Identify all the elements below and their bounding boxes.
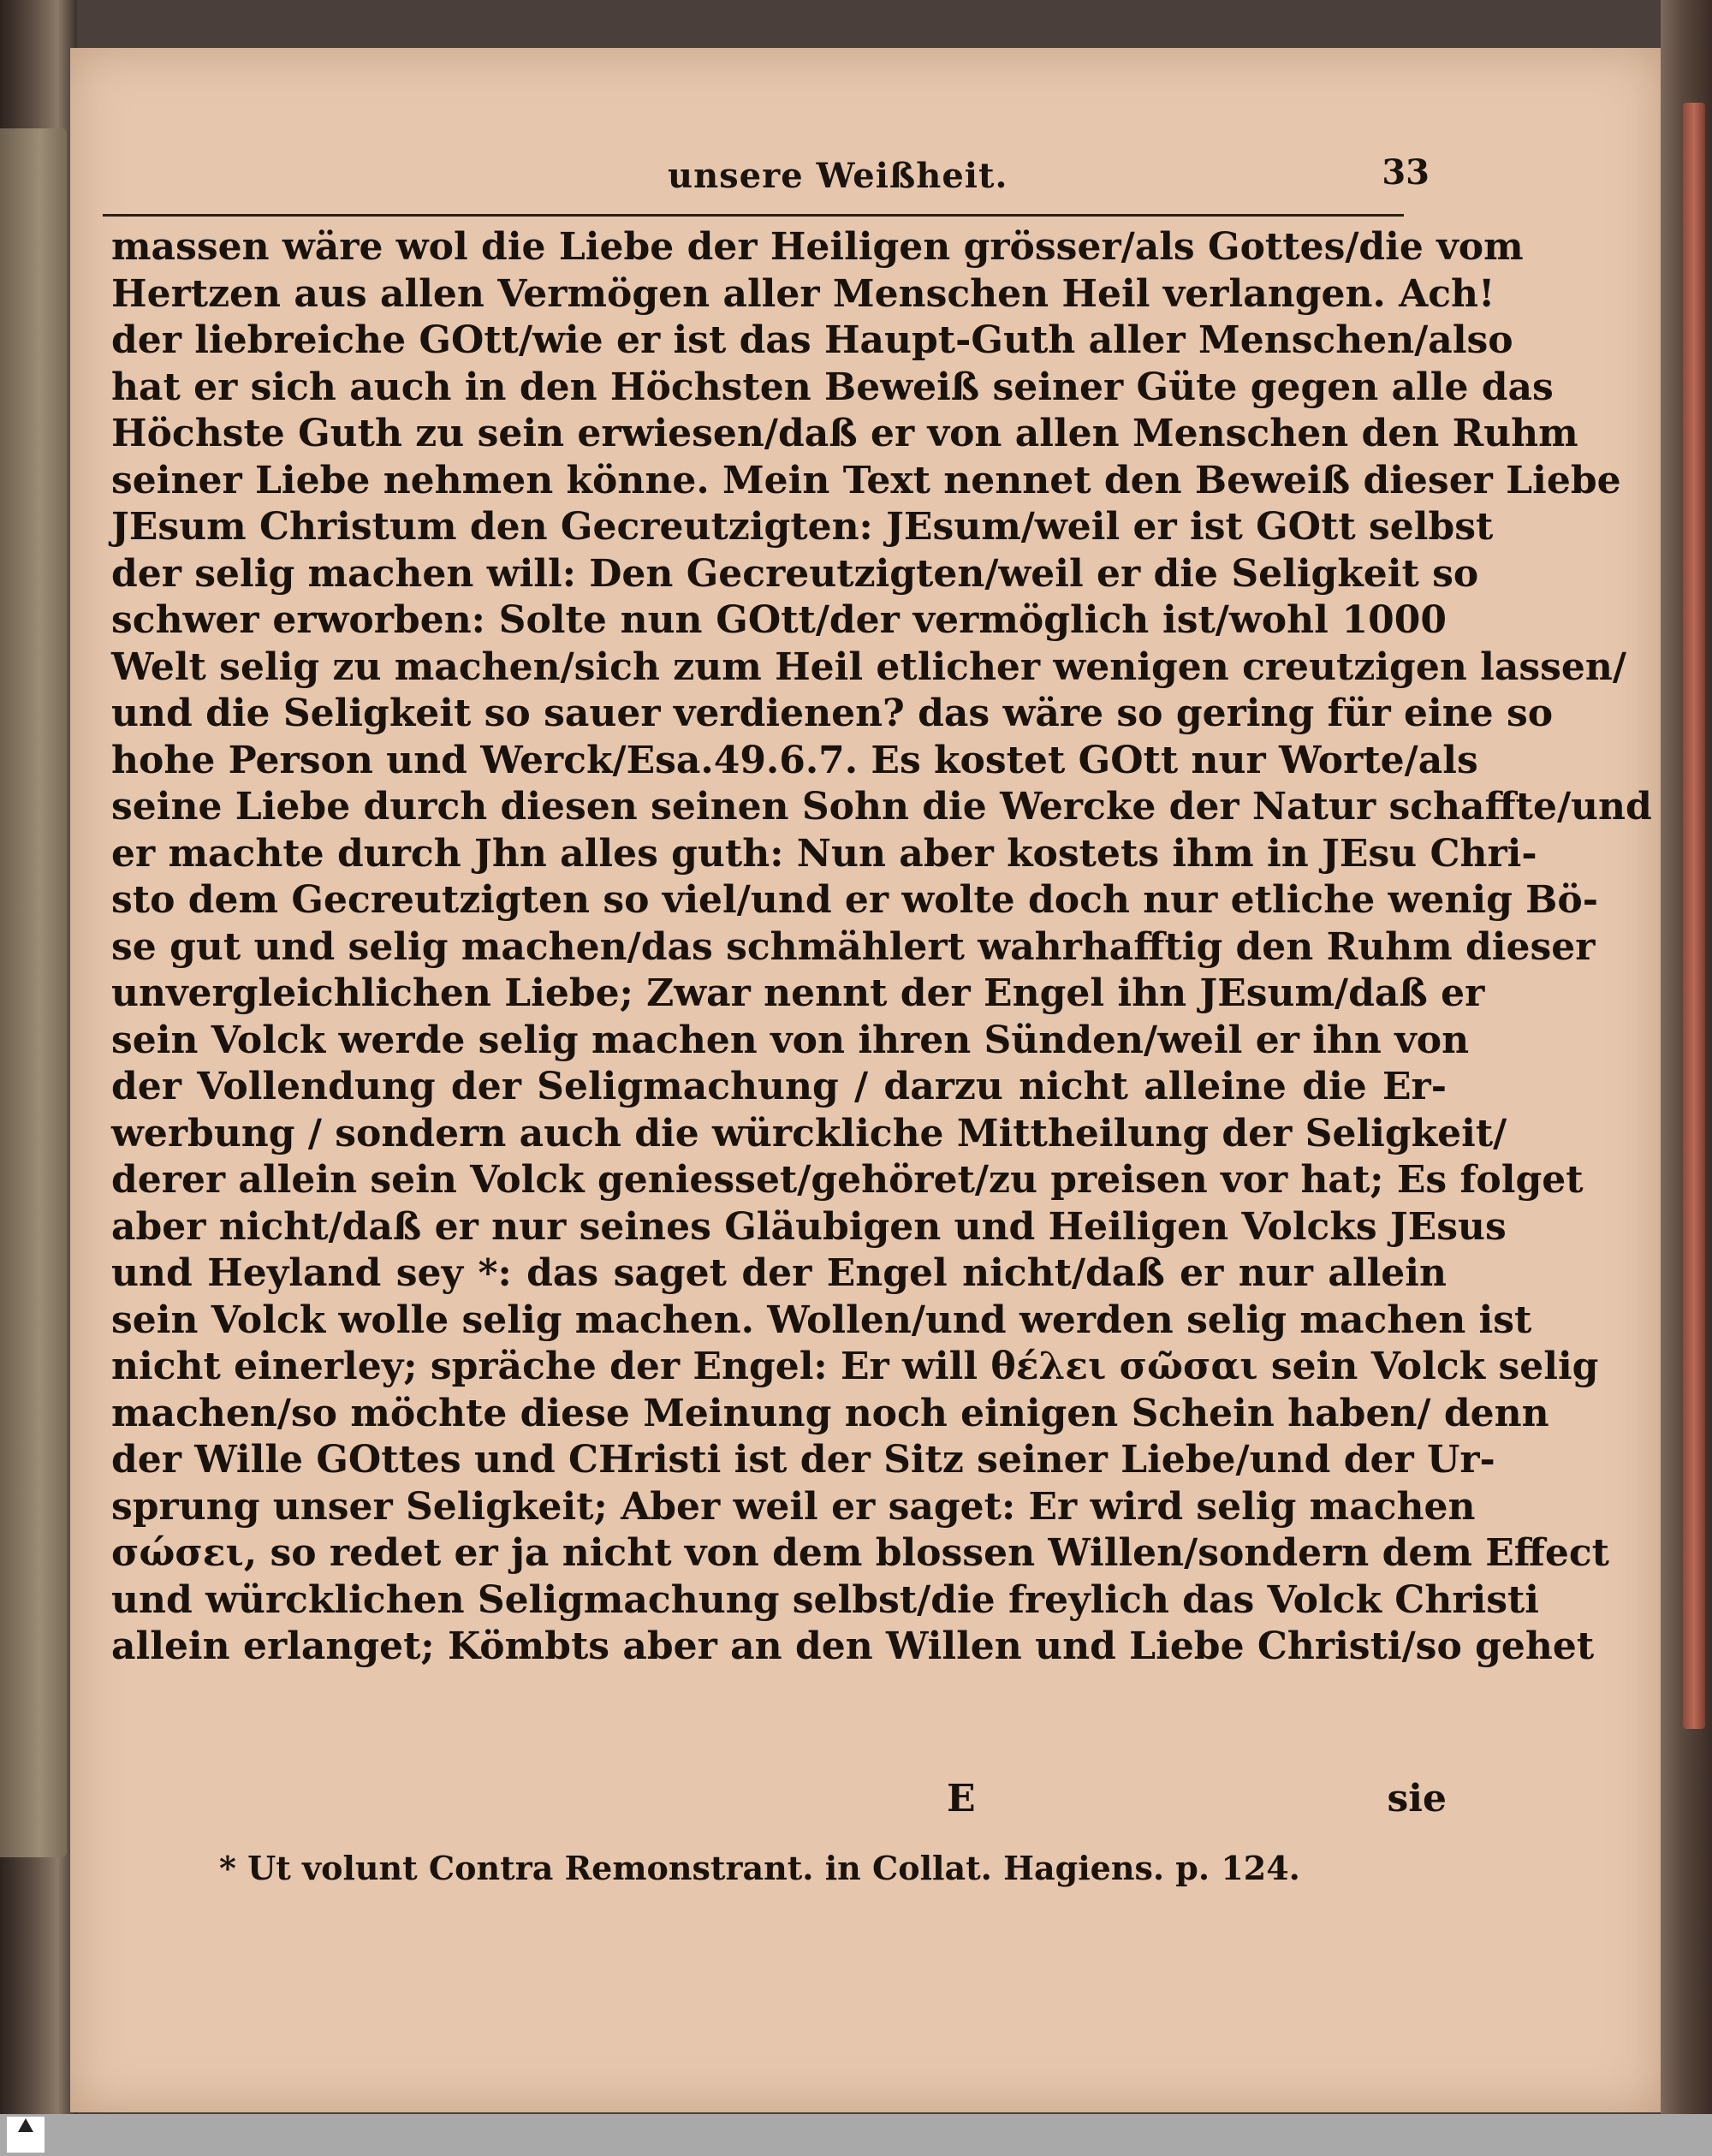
text-line: und die Seligkeit so sauer verdienen? das wäre so gering für eine so [111, 692, 1554, 735]
text-line: JEsum Christum den Gecreutzigten: JEsum/weil er ist GOtt selbst [111, 505, 1494, 549]
text-line: er machte durch Jhn alles guth: Nun aber kostets ihm in JEsu Chri- [111, 831, 1537, 876]
signature-mark: E [947, 1777, 976, 1820]
text-line: Hertzen aus allen Vermögen aller Menschen Heil verlangen. Ach! [111, 271, 1495, 316]
text-line: unvergleichlichen Liebe; Zwar nennt der Engel ihn JEsum/daß er [111, 971, 1485, 1015]
library-logo-icon [18, 2118, 33, 2132]
text-line: der Wille GOttes und CHristi ist der Sitz seiner Liebe/und der Ur- [111, 1438, 1495, 1482]
header-rule [103, 214, 1404, 217]
text-line: Welt selig zu machen/sich zum Heil etlicher wenigen creutzigen lassen/ [111, 644, 1626, 689]
text-line: werbung / sondern auch die würckliche Mittheilung der Seligkeit/ [111, 1111, 1507, 1155]
catchword-row [111, 1777, 1447, 1823]
text-line: σώσει, so redet er ja nicht von dem blossen Willen/sondern dem Effect [111, 1531, 1609, 1575]
catchword: sie [1387, 1777, 1447, 1820]
text-line: nicht einerley; spräche der Engel: Er will θέλει σῶσαι sein Volck selig [111, 1345, 1599, 1388]
text-line: aber nicht/daß er nur seines Gläubigen und Heiligen Volcks JEsus [111, 1204, 1507, 1249]
text-line: allein erlanget; Kömbts aber an den Willen und Liebe Christi/so gehet [111, 1624, 1595, 1668]
text-line: massen wäre wol die Liebe der Heiligen grösser/als Gottes/die vom [111, 225, 1524, 269]
text-line: der selig machen will: Den Gecreutzigten/weil er die Seligkeit so [111, 551, 1479, 596]
text-line: sein Volck wolle selig machen. Wollen/und werden selig machen ist [111, 1298, 1532, 1342]
text-line: seiner Liebe nehmen könne. Mein Text nennet den Beweiß dieser Liebe [111, 458, 1621, 502]
text-line: seine Liebe durch diesen seinen Sohn die Wercke der Natur schaffte/und [111, 785, 1652, 829]
previous-page-edge [0, 128, 67, 1857]
library-logo [7, 2117, 45, 2153]
text-line: schwer erworben: Solte nun GOtt/der vermöglich ist/wohl 1000 [111, 598, 1447, 642]
book-edge-red [1683, 103, 1705, 1729]
page-number: 33 [1382, 152, 1430, 193]
text-line: und würcklichen Seligmachung selbst/die freylich das Volck Christi [111, 1577, 1540, 1622]
text-line: hat er sich auch in den Höchsten Beweiß seiner Güte gegen alle das [111, 365, 1554, 409]
text-line: sein Volck werde selig machen von ihren Sünden/weil er ihn von [111, 1018, 1470, 1062]
text-line: und Heyland sey *: das saget der Engel nicht/daß er nur allein [111, 1251, 1447, 1295]
text-line: Höchste Guth zu sein erwiesen/daß er von allen Menschen den Ruhm [111, 412, 1578, 455]
text-line: sto dem Gecreutzigten so viel/und er wolte doch nur etliche wenig Bö- [111, 878, 1598, 922]
footnote: * Ut volunt Contra Remonstrant. in Collat. Hagiens. p. 124. [219, 1849, 1300, 1887]
text-line: sprung unser Seligkeit; Aber weil er saget: Er wird selig machen [111, 1484, 1476, 1529]
text-line: der liebreiche GOtt/wie er ist das Haupt-Guth aller Menschen/also [111, 318, 1513, 362]
text-line: machen/so möchte diese Meinung noch einigen Schein haben/ denn [111, 1391, 1549, 1435]
text-line: der Vollendung der Seligmachung / darzu nicht alleine die Er- [111, 1065, 1447, 1108]
text-line: se gut und selig machen/das schmählert wahrhafftig den Ruhm dieser [111, 924, 1596, 969]
body-text [111, 224, 1652, 1671]
text-line: hohe Person und Werck/Esa.49.6.7. Es kostet GOtt nur Worte/als [111, 738, 1478, 782]
running-head [111, 151, 1430, 219]
text-line: derer allein sein Volck geniesset/gehöret/zu preisen vor hat; Es folget [111, 1158, 1584, 1202]
running-head-title: unsere Weißheit. [668, 156, 1008, 196]
scan-bottom-strip [0, 2114, 1712, 2156]
